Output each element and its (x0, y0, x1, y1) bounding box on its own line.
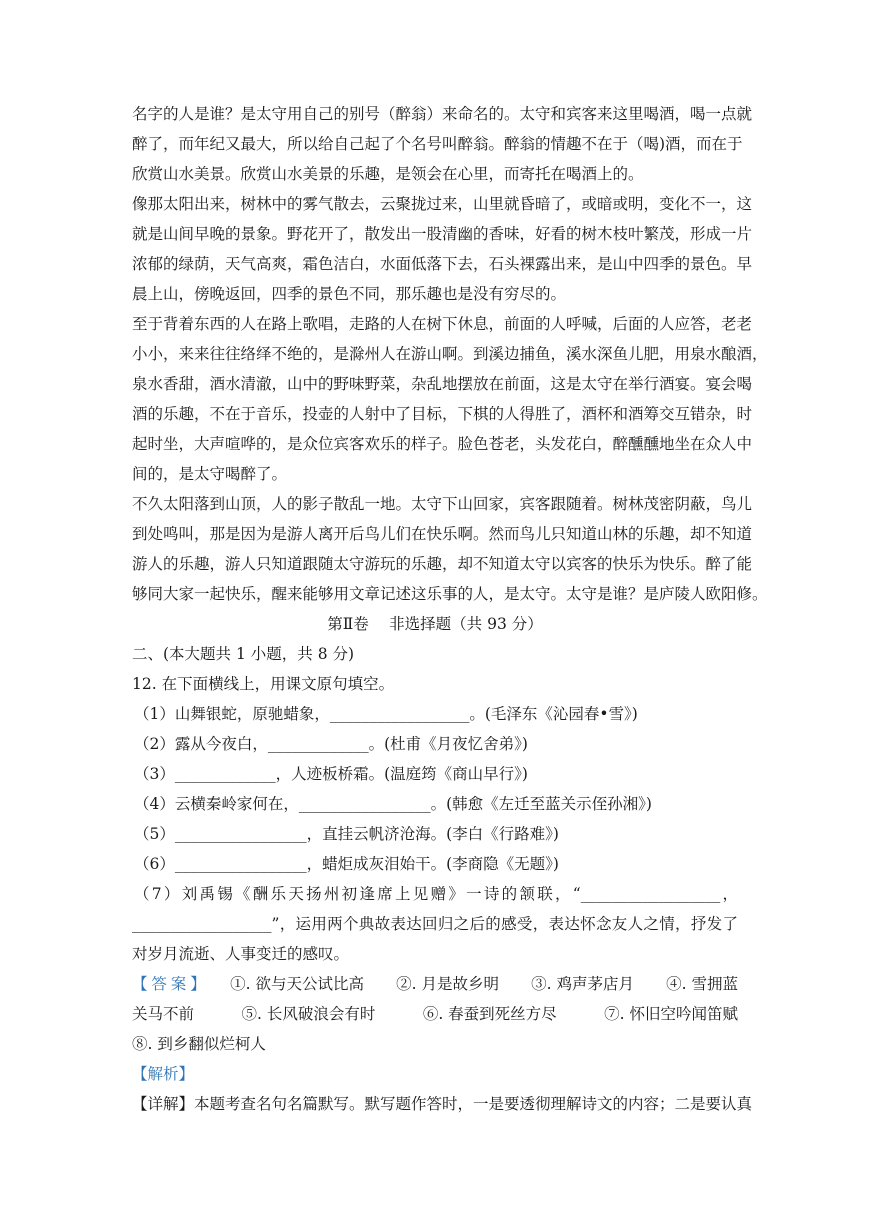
answer-item: 关马不前 (132, 1005, 195, 1023)
analysis-detail (132, 1089, 753, 1119)
question-item: （4）云横秦岭家何在，_________________。(韩愈《左迁至蓝关示侄孙湘》) (134, 795, 652, 813)
question-item: （7）刘禹锡《酬乐天扬州初逢席上见赠》一诗的颔联，“__________________， (134, 885, 738, 903)
text-line: 不久太阳落到山顶，人的影子散乱一地。太守下山回家，宾客跟随着。树林茂密阴蔽，鸟儿 (132, 495, 753, 513)
text-line: 酒的乐趣，不在于音乐，投壶的人射中了目标，下棋的人得胜了，酒杯和酒筹交互错杂，时 (132, 405, 753, 423)
answer-label: 【答案】 (132, 975, 202, 993)
question-item-continued: __________________”，运用两个典故表达回归之后的感受，表达怀念友人之情，抒发了 (132, 915, 738, 933)
answer-item: ⑦. 怀旧空吟闻笛赋 (604, 1005, 738, 1023)
question-stem: 12. 在下面横线上，用课文原句填空。 (132, 675, 395, 693)
text-line: 浓郁的绿荫，天气高爽，霜色洁白，水面低落下去，石头裸露出来，是山中四季的景色。早 (132, 255, 753, 273)
text-line: 醉了，而年纪又最大，所以给自己起了个名号叫醉翁。醉翁的情趣不在于（喝)酒，而在于 (132, 135, 743, 153)
text-line: 到处鸣叫，那是因为是游人离开后鸟儿们在快乐啊。然而鸟儿只知道山林的乐趣，却不知道 (132, 525, 753, 543)
answer-line (132, 999, 738, 1029)
text-line: 就是山间早晚的景象。野花开了，散发出一股清幽的香味，好看的树木枝叶繁茂，形成一片 (132, 225, 753, 243)
text-line: 小小，来来往往络绎不绝的，是滁州人在游山啊。到溪边捕鱼，溪水深鱼儿肥，用泉水酿酒， (132, 345, 768, 363)
section-heading: 二、(本大题共 1 小题，共 8 分) (132, 645, 355, 663)
answer-item: ②. 月是故乡明 (396, 975, 499, 993)
text-line: 名字的人是谁？是太守用自己的别号（醉翁）来命名的。太守和宾客来这里喝酒，喝一点就 (132, 105, 753, 123)
question-item-continued: 对岁月流逝、人事变迁的感叹。 (132, 945, 350, 963)
question-item: （3）_____________，人迹板桥霜。(温庭筠《商山早行》) (134, 765, 528, 783)
text-line: 晨上山，傍晚返回，四季的景色不同，那乐趣也是没有穷尽的。 (132, 285, 567, 303)
answer-item: ⑥. 春蚕到死丝方尽 (422, 1005, 557, 1023)
question-item: （6）_________________，蜡炬成灰泪始干。(李商隐《无题》) (134, 855, 559, 873)
answer-item: ③. 鸡声茅店月 (531, 975, 634, 993)
question-item: （1）山舞银蛇，原驰蜡象，__________________。(毛泽东《沁园春•雪》) (134, 705, 638, 723)
text-line: 泉水香甜，酒水清澈，山中的野味野菜，杂乱地摆放在前面，这是太守在举行酒宴。宴会喝 (132, 375, 753, 393)
text-line: 间的，是太守喝醉了。 (132, 465, 288, 483)
document-body (132, 99, 768, 1119)
answer-line: ⑧. 到乡翻似烂柯人 (132, 1035, 266, 1053)
text-line: 欣赏山水美景。欣赏山水美景的乐趣，是领会在心里，而寄托在喝酒上的。 (132, 165, 644, 183)
answer-item: ⑤. 长风破浪会有时 (241, 1005, 376, 1023)
text-line: 够同大家一起快乐，醒来能够用文章记述这乐事的人，是太守。太守是谁？是庐陵人欧阳修。 (132, 585, 768, 603)
question-item: （5）_________________，直挂云帆济沧海。(李白《行路难》) (134, 825, 559, 843)
answer-item: ④. 雪拥蓝 (666, 975, 738, 993)
detail-label: 【详解】 (132, 1095, 195, 1113)
text-line: 起时坐，大声喧哗的，是众位宾客欢乐的样子。脸色苍老，头发花白，醉醺醺地坐在众人中 (132, 435, 753, 453)
detail-text: 本题考查名句名篇默写。默写题作答时，一是要透彻理解诗文的内容；二是要认真 (194, 1095, 753, 1113)
answer-item: ①. 欲与天公试比高 (230, 975, 364, 993)
text-line: 至于背着东西的人在路上歌唱，走路的人在树下休息，前面的人呼喊，后面的人应答，老老 (132, 315, 753, 333)
question-item: （2）露从今夜白，_____________。(杜甫《月夜忆舍弟》) (134, 735, 528, 753)
analysis-label: 【解析】 (132, 1065, 195, 1083)
text-line: 游人的乐趣，游人只知道跟随太守游玩的乐趣，却不知道太守以宾客的快乐为快乐。醉了能 (132, 555, 753, 573)
text-line: 像那太阳出来，树林中的雾气散去，云聚拢过来，山里就昏暗了，或暗或明，变化不一，这 (132, 195, 753, 213)
part-heading: 第Ⅱ卷 非选择题（共 93 分） (327, 615, 543, 633)
answer-line (132, 969, 738, 999)
